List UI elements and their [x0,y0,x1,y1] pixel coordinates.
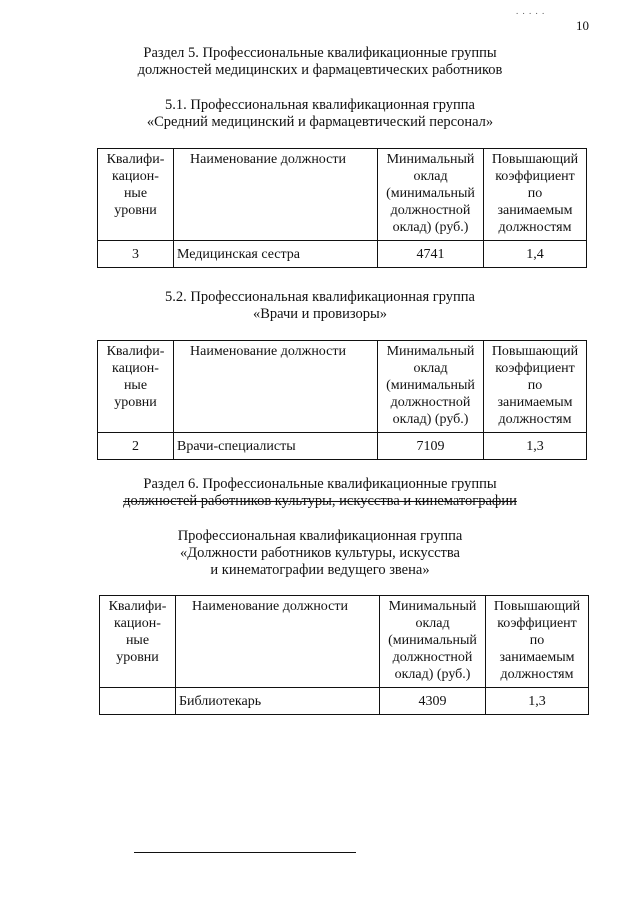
cell-coefficient: 1,3 [484,433,587,460]
cell-salary: 4741 [378,241,484,268]
group-5-1-title [0,97,640,131]
section-6-title-line: Раздел 6. Профессиональные квалификационные группы [143,476,497,492]
group-5-2-title-line: 5.2. Профессиональная квалификационная группа [165,289,475,305]
section-5-title-line: должностей медицинских и фармацевтических работников [137,62,503,78]
header-text: Минимальный [386,152,475,167]
cell-salary: 7109 [378,433,484,460]
group-6-title [0,528,640,579]
col-header-position [176,596,380,688]
header-text: должностям [498,412,572,427]
header-text: должностной [390,395,471,410]
section-5-title-line: Раздел 5. Профессиональные квалификационные группы [143,45,497,61]
header-text: Квалифи- [108,599,167,614]
header-text: коэффициент [495,169,575,184]
header-text: Минимальный [386,344,475,359]
table-row [100,688,589,715]
header-text: ные [123,186,148,201]
cell-coefficient: 1,3 [486,688,589,715]
col-header-coefficient [486,596,589,688]
table-row [98,241,587,268]
header-text: по [529,633,545,648]
cell-position: Медицинская сестра [174,241,378,268]
header-text: должностям [498,220,572,235]
header-text: коэффициент [495,361,575,376]
col-header-coefficient [484,149,587,241]
col-header-salary [380,596,486,688]
group-6-title-line: и кинематографии ведущего звена» [210,562,430,578]
cell-level [100,688,176,715]
col-header-position [174,149,378,241]
table-header-row [98,341,587,433]
header-text: ные [123,378,148,393]
col-header-position [174,341,378,433]
col-header-salary [378,149,484,241]
header-text: (минимальный [386,378,475,393]
header-text: коэффициент [497,616,577,631]
header-text: оклад [413,361,448,376]
cell-position: Библиотекарь [176,688,380,715]
group-6-title-line: Профессиональная квалификационная группа [177,528,463,544]
header-text: Наименование должности [190,152,346,167]
header-text: кацион- [112,169,159,184]
header-text: уровни [114,203,157,218]
cell-position: Врачи-специалисты [174,433,378,460]
col-header-level [98,341,174,433]
group-6-table [99,595,589,715]
group-5-2-title-line: «Врачи и провизоры» [252,306,388,322]
header-text: Квалифи- [106,152,165,167]
header-text: Наименование должности [190,344,346,359]
header-text: уровни [116,650,159,665]
header-text: Повышающий [491,344,579,359]
footnote-divider [134,852,356,853]
header-text: оклад [415,616,450,631]
header-text: занимаемым [497,203,573,218]
header-text: (минимальный [388,633,477,648]
header-text: Наименование должности [192,599,348,614]
header-text: уровни [114,395,157,410]
col-header-level [100,596,176,688]
header-text: должностной [392,650,473,665]
header-text: оклад) (руб.) [392,412,469,427]
header-text: занимаемым [497,395,573,410]
group-5-1-title-line: 5.1. Профессиональная квалификационная группа [165,97,475,113]
table-header-row [100,596,589,688]
header-text: Повышающий [493,599,581,614]
col-header-salary [378,341,484,433]
header-text: Минимальный [388,599,477,614]
col-header-level [98,149,174,241]
header-text: кацион- [114,616,161,631]
header-text: ные [125,633,150,648]
section-5-title [0,45,640,79]
cell-coefficient: 1,4 [484,241,587,268]
cell-level: 3 [98,241,174,268]
header-text: оклад) (руб.) [394,667,471,682]
section-6-title [0,476,640,510]
page-number: 10 [576,18,589,33]
table-row [98,433,587,460]
header-text: по [527,186,543,201]
header-text: оклад [413,169,448,184]
group-5-1-table [97,148,587,268]
cell-salary: 4309 [380,688,486,715]
table-header-row [98,149,587,241]
group-5-2-title [0,289,640,323]
section-6-title-line: должностей работников культуры, искусства и кинематографии [123,493,517,509]
group-6-title-line: «Должности работников культуры, искусства [180,545,460,561]
header-text: по [527,378,543,393]
group-5-1-title-line: «Средний медицинский и фармацевтический персонал» [146,114,494,130]
header-text: оклад) (руб.) [392,220,469,235]
col-header-coefficient [484,341,587,433]
header-text: должностной [390,203,471,218]
header-text: занимаемым [499,650,575,665]
group-5-2-table [97,340,587,460]
header-text: Повышающий [491,152,579,167]
scan-marks: . . . . . [516,6,546,16]
header-text: (минимальный [386,186,475,201]
header-text: Квалифи- [106,344,165,359]
header-text: кацион- [112,361,159,376]
header-text: должностям [500,667,574,682]
cell-level: 2 [98,433,174,460]
